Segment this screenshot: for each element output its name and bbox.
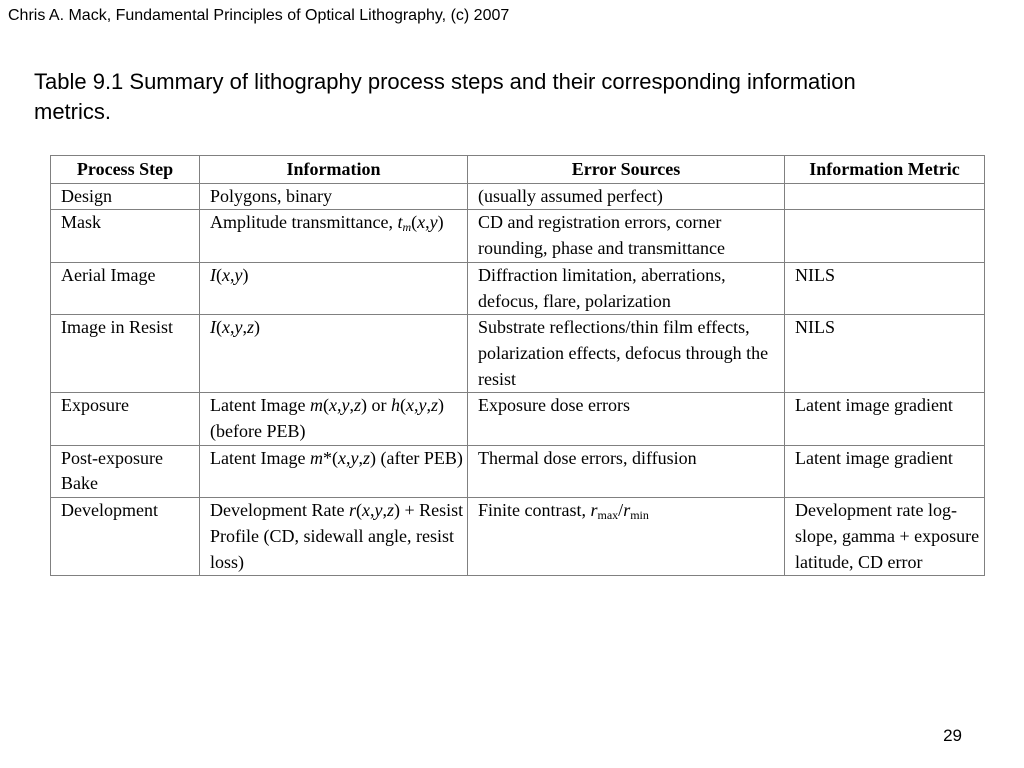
- table-cell: Development Rate r(x,y,z) + Resist Profile (CD, sidewall angle, resist loss): [200, 498, 468, 576]
- table-cell: (usually assumed perfect): [468, 183, 785, 210]
- column-header: Error Sources: [468, 156, 785, 184]
- table-cell: Thermal dose errors, diffusion: [468, 445, 785, 497]
- page-header: Chris A. Mack, Fundamental Principles of Optical Lithography, (c) 2007: [8, 7, 510, 24]
- table-cell: Exposure: [51, 393, 200, 445]
- table-cell: Image in Resist: [51, 315, 200, 393]
- table-row: [51, 262, 985, 314]
- page-number: 29: [943, 726, 962, 745]
- column-header: Information Metric: [785, 156, 985, 184]
- table-cell: Latent image gradient: [785, 393, 985, 445]
- process-steps-table: [50, 155, 985, 576]
- table-row: [51, 210, 985, 262]
- table-row: [51, 498, 985, 576]
- table-cell: Finite contrast, $r_{max}/r_{min}$: [468, 498, 785, 576]
- table-cell: I(x,y): [200, 262, 468, 314]
- table-cell: NILS: [785, 315, 985, 393]
- table-cell: Diffraction limitation, aberrations, defocus, flare, polarization: [468, 262, 785, 314]
- table-cell: Latent image gradient: [785, 445, 985, 497]
- header-row: [51, 156, 985, 184]
- table-cell: [785, 210, 985, 262]
- table-cell: CD and registration errors, corner rounding, phase and transmittance: [468, 210, 785, 262]
- table-cell: Post-exposure Bake: [51, 445, 200, 497]
- table-cell: Aerial Image: [51, 262, 200, 314]
- table-cell: Development: [51, 498, 200, 576]
- table-cell: Latent Image m*(x,y,z) (after PEB): [200, 445, 468, 497]
- table-cell: Substrate reflections/thin film effects, polarization effects, defocus through the resist: [468, 315, 785, 393]
- table-cell: Mask: [51, 210, 200, 262]
- table-row: [51, 445, 985, 497]
- table-body: [51, 183, 985, 576]
- table-row: [51, 315, 985, 393]
- column-header: Information: [200, 156, 468, 184]
- table-cell: Design: [51, 183, 200, 210]
- table-cell: Amplitude transmittance, $t_m(x,y)$: [200, 210, 468, 262]
- table-cell: Latent Image m(x,y,z) or h(x,y,z) (before PEB): [200, 393, 468, 445]
- table-cell: Polygons, binary: [200, 183, 468, 210]
- table-cell: NILS: [785, 262, 985, 314]
- table-caption: Table 9.1 Summary of lithography process steps and their corresponding information metrics.: [34, 69, 856, 124]
- table-row: [51, 393, 985, 445]
- table-cell: [785, 183, 985, 210]
- column-header: Process Step: [51, 156, 200, 184]
- table-cell: Development rate log-slope, gamma + exposure latitude, CD error: [785, 498, 985, 576]
- table-header: [51, 156, 985, 184]
- table-cell: I(x,y,z): [200, 315, 468, 393]
- table-row: [51, 183, 985, 210]
- table-cell: Exposure dose errors: [468, 393, 785, 445]
